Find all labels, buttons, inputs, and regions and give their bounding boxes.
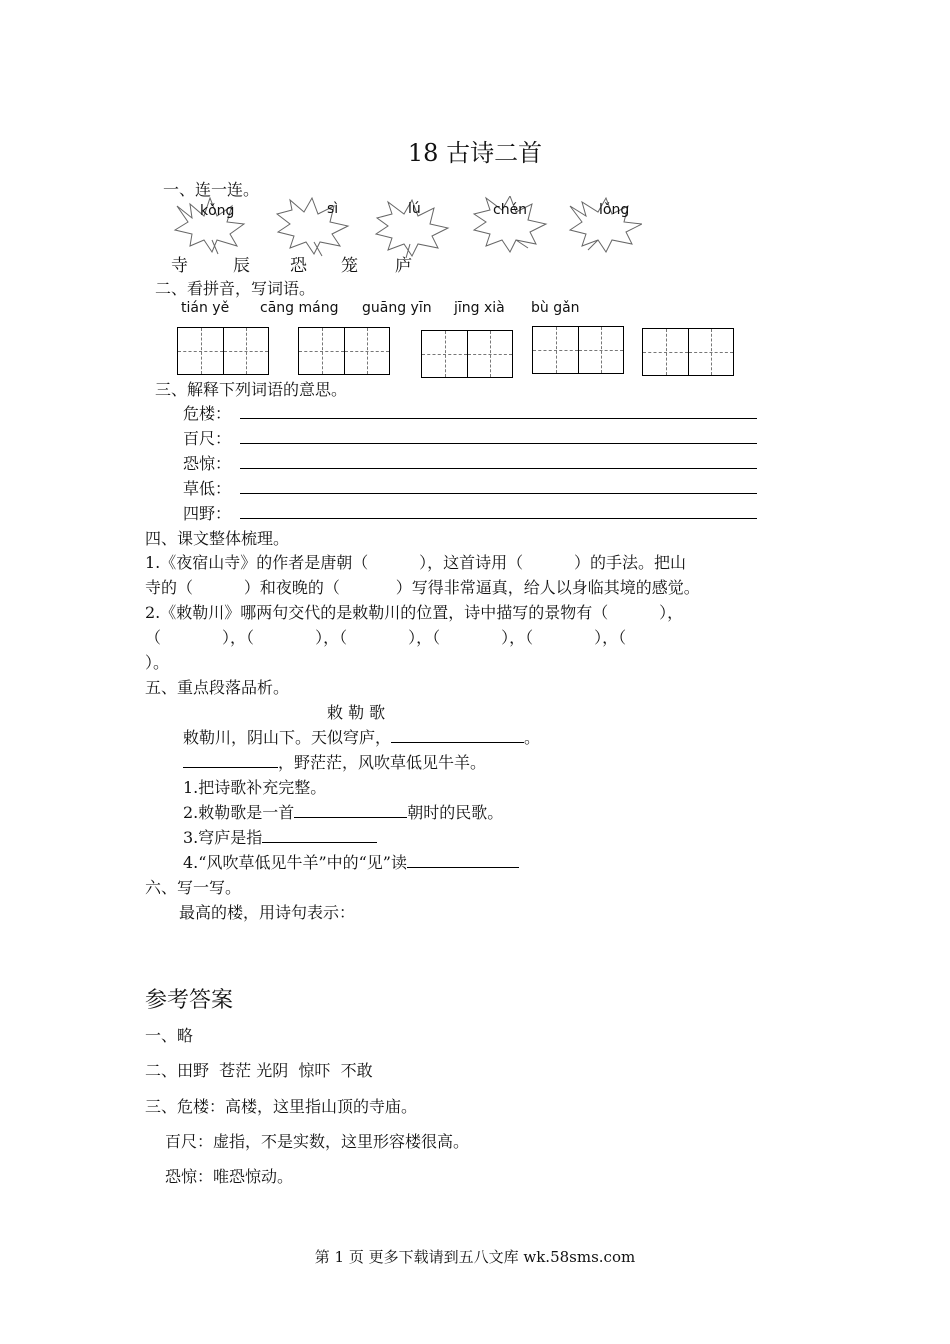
answer-3-kongjing: 恐惊：唯恐惊动。 <box>165 1167 294 1186</box>
pinyin-jing-xia: jīng xià <box>454 300 505 316</box>
answer-3-baichi: 百尺：虚指，不是实数，这里形容楼很高。 <box>165 1132 470 1151</box>
term-baichi: 百尺： <box>183 429 232 448</box>
section-6-prompt: 最高的楼，用诗句表示： <box>179 903 356 922</box>
section-2-heading: 二、看拼音，写词语。 <box>155 279 316 298</box>
char-lu: 庐 <box>395 256 412 276</box>
poem-line-1-end: 。 <box>524 728 541 747</box>
question-1: 1.把诗歌补充完整。 <box>183 778 327 797</box>
question-2-text-a: 2.敕勒歌是一首 <box>183 803 295 822</box>
question-2-blank[interactable] <box>294 803 407 818</box>
poem-title: 敕 勒 歌 <box>327 703 386 722</box>
question-4-blank[interactable] <box>407 853 519 868</box>
term-siye: 四野： <box>183 504 232 523</box>
poem-line-1-text: 敕勒川，阴山下。天似穹庐， <box>183 728 392 747</box>
term-weilou: 危楼： <box>183 404 232 423</box>
answer-line-weilou[interactable] <box>240 418 757 419</box>
writing-grid-2[interactable] <box>298 327 390 375</box>
char-chen: 辰 <box>233 256 250 276</box>
answer-line-baichi[interactable] <box>240 443 757 444</box>
answer-1: 一、略 <box>145 1026 194 1045</box>
section-4-heading: 四、课文整体梳理。 <box>145 529 290 548</box>
grid-cell[interactable] <box>578 327 623 373</box>
pinyin-guang-yin: guāng yīn <box>362 300 432 316</box>
char-kong: 恐 <box>290 256 307 276</box>
term-caodi: 草低： <box>183 479 232 498</box>
pinyin-chen: chén <box>493 202 528 218</box>
grid-cell[interactable] <box>344 328 389 374</box>
pinyin-lu: lú <box>408 201 421 217</box>
poem-line-2 <box>183 750 486 773</box>
grid-cell[interactable] <box>688 329 733 375</box>
s4-line-5: ）。 <box>145 653 170 672</box>
grid-cell[interactable] <box>223 328 268 374</box>
char-long: 笼 <box>341 256 358 276</box>
poem-line-2-text: ，野茫茫，风吹草低见牛羊。 <box>278 753 487 772</box>
char-si: 寺 <box>171 256 188 276</box>
answer-line-caodi[interactable] <box>240 493 757 494</box>
grid-cell[interactable] <box>643 329 688 375</box>
page-title: 18 古诗二首 <box>407 139 543 167</box>
pinyin-si: sì <box>327 201 339 217</box>
maple-leaves-illustration <box>172 196 642 258</box>
poem-line-1 <box>183 725 540 748</box>
s4-line-3: 2.《敕勒川》哪两句交代的是敕勒川的位置，诗中描写的景物有（ ）， <box>145 603 684 622</box>
s4-line-4: （ ），（ ），（ ），（ ），（ ），（ <box>145 628 627 647</box>
answer-2: 二、田野 苍茫 光阴 惊吓 不敢 <box>145 1061 373 1080</box>
answer-3: 三、危楼：高楼，这里指山顶的寺庙。 <box>145 1097 418 1116</box>
page-footer: 第 1 页 更多下载请到五八文库 wk.58sms.com <box>314 1248 636 1266</box>
grid-cell[interactable] <box>422 331 467 377</box>
section-1-heading: 一、连一连。 <box>163 180 260 199</box>
poem-blank-2[interactable] <box>183 753 278 768</box>
grid-cell[interactable] <box>299 328 344 374</box>
question-4 <box>183 850 519 873</box>
writing-grid-5[interactable] <box>642 328 734 376</box>
question-2-text-b: 朝时的民歌。 <box>407 803 504 822</box>
s4-line-1: 1.《夜宿山寺》的作者是唐朝（ ），这首诗用（ ）的手法。把山 <box>145 553 686 572</box>
question-4-text: 4.“风吹草低见牛羊”中的“见”读 <box>183 853 407 872</box>
pinyin-kong: kǒng <box>200 203 235 219</box>
s4-line-2: 寺的（ ）和夜晚的（ ）写得非常逼真，给人以身临其境的感觉。 <box>145 578 700 597</box>
answer-line-kongjing[interactable] <box>240 468 757 469</box>
answer-line-siye[interactable] <box>240 518 757 519</box>
writing-grid-4[interactable] <box>532 326 624 374</box>
pinyin-tian-ye: tián yě <box>181 300 230 316</box>
grid-cell[interactable] <box>178 328 223 374</box>
section-6-heading: 六、写一写。 <box>145 878 242 897</box>
grid-cell[interactable] <box>533 327 578 373</box>
pinyin-long: lǒng <box>599 202 630 218</box>
pinyin-cang-mang: cāng máng <box>260 300 339 316</box>
poem-blank-1[interactable] <box>391 728 524 743</box>
question-3-blank[interactable] <box>262 828 377 843</box>
grid-cell[interactable] <box>467 331 512 377</box>
question-2 <box>183 800 503 823</box>
term-kongjing: 恐惊： <box>183 454 232 473</box>
question-3-text: 3.穹庐是指 <box>183 828 263 847</box>
answers-title: 参考答案 <box>145 988 234 1013</box>
writing-grid-3[interactable] <box>421 330 513 378</box>
writing-grid-1[interactable] <box>177 327 269 375</box>
section-5-heading: 五、重点段落品析。 <box>145 678 290 697</box>
section-3-heading: 三、解释下列词语的意思。 <box>155 380 348 399</box>
question-3 <box>183 825 377 848</box>
pinyin-bu-gan: bù gǎn <box>531 300 580 316</box>
